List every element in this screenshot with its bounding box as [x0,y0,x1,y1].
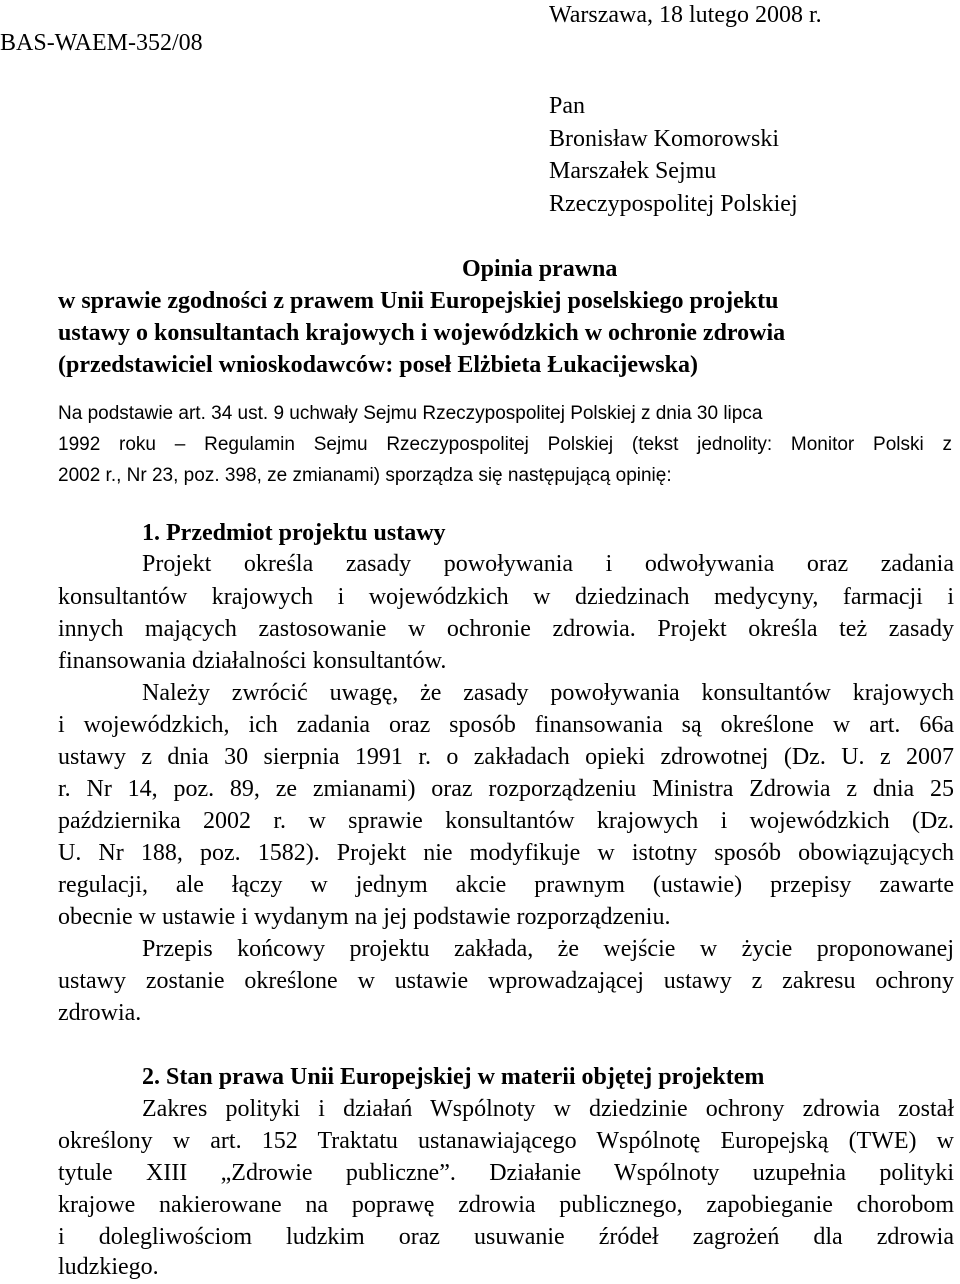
section-2-line: określony w art. 152 Traktatu ustanawiającego Wspólnotę Europejską (TWE) w [58,1128,954,1154]
section-1-line: Projekt określa zasady powoływania i odwoływania oraz zadania [142,551,954,577]
section-1-line: konsultantów krajowych i wojewódzkich w dziedzinach medycyny, farmacji i [58,584,954,610]
section-1-line: finansowania działalności konsultantów. [58,648,447,674]
section-1-line: obecnie w ustawie i wydanym na jej podstawie rozporządzeniu. [58,904,671,930]
section-1-line: ustawy zostanie określone w ustawie wprowadzającej ustawy z zakresu ochrony [58,968,954,994]
addressee-line: Pan [549,93,585,119]
section-2-line: i dolegliwościom ludzkim oraz usuwanie źródeł zagrożeń dla zdrowia [58,1224,954,1250]
opinion-title-line: ustawy o konsultantach krajowych i wojewódzkich w ochronie zdrowia [58,320,786,346]
section-1-line: zdrowia. [58,1000,142,1026]
section-1-line: innych mających zastosowanie w ochronie zdrowia. Projekt określa też zasady [58,616,954,642]
opinion-title-line: (przedstawiciel wnioskodawców: poseł Elżbieta Łukacijewska) [58,352,698,378]
section-2-heading: 2. Stan prawa Unii Europejskiej w materii objętej projektem [142,1064,765,1090]
section-1-line: U. Nr 188, poz. 1582). Projekt nie modyfikuje w istotny sposób obowiązujących [58,840,954,866]
addressee-line: Bronisław Komorowski [549,126,779,152]
section-1-line: października 2002 r. w sprawie konsultantów krajowych i wojewódzkich (Dz. [58,808,954,834]
section-1-line: i wojewódzkich, ich zadania oraz sposób finansowania są określone w art. 66a [58,712,954,738]
section-1-line: r. Nr 14, poz. 89, ze zmianami) oraz rozporządzeniu Ministra Zdrowia z dnia 25 [58,776,954,802]
section-1-line: Należy zwrócić uwagę, że zasady powoływania konsultantów krajowych [142,680,954,706]
section-2-line: krajowe nakierowane na poprawę zdrowia publicznego, zapobieganie chorobom [58,1192,954,1218]
document-reference: BAS-WAEM-352/08 [0,30,203,56]
section-2-line: tytule XIII „Zdrowie publiczne”. Działanie Wspólnoty uzupełnia polityki [58,1160,954,1186]
section-1-line: Przepis końcowy projektu zakłada, że wejście w życie proponowanej [142,936,954,962]
addressee-line: Rzeczypospolitej Polskiej [549,191,798,217]
opinion-heading: Opinia prawna [462,256,618,282]
section-2-line: Zakres polityki i działań Wspólnoty w dziedzinie ochrony zdrowia został [142,1096,954,1122]
section-1-line: regulacji, ale łączy w jednym akcie prawnym (ustawie) przepisy zawarte [58,872,954,898]
section-1-heading: 1. Przedmiot projektu ustawy [142,520,446,546]
section-1-line: ustawy z dnia 30 sierpnia 1991 r. o zakładach opieki zdrowotnej (Dz. U. z 2007 [58,744,954,770]
intro-line: Na podstawie art. 34 ust. 9 uchwały Sejmu Rzeczypospolitej Polskiej z dnia 30 lipca [58,403,763,424]
opinion-title-line: w sprawie zgodności z prawem Unii Europejskiej poselskiego projektu [58,288,779,314]
intro-line: 1992 roku – Regulamin Sejmu Rzeczypospolitej Polskiej (tekst jednolity: Monitor Polski z [58,434,952,455]
intro-line: 2002 r., Nr 23, poz. 398, ze zmianami) sporządza się następującą opinię: [58,465,672,486]
addressee-line: Marszałek Sejmu [549,158,717,184]
section-2-line: ludzkiego. [58,1254,159,1280]
document-date: Warszawa, 18 lutego 2008 r. [549,2,822,28]
